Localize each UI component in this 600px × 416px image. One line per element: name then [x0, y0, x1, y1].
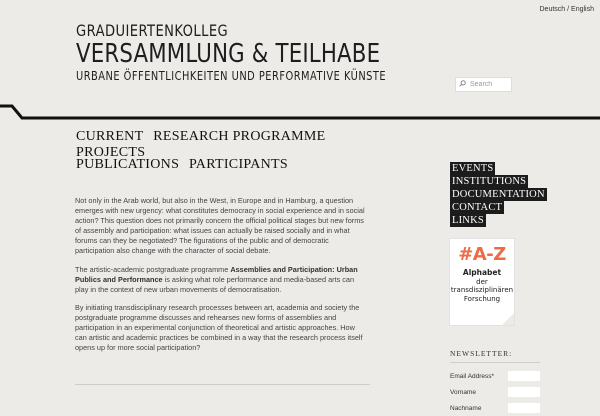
search-box	[455, 77, 512, 92]
email-field[interactable]	[508, 371, 540, 381]
side-menu	[450, 158, 547, 226]
intro-paragraph-3: By initiating transdisciplinary research processes between art, academia and society the postgraduate programme discusses and rehearses new forms of assemblies and participation in an experimental conjunction of theoretical and artistic approaches. How can artistic and academic practices be combined in a way that the research process itself opens up for more social participation?	[75, 302, 363, 353]
newsletter-form	[450, 349, 540, 416]
newsletter-title: NEWSLETTER:	[450, 349, 540, 363]
lastname-label: Nachname	[450, 404, 482, 412]
az-line-4: Forschung	[463, 294, 501, 303]
side-menu-links[interactable]: LINKS	[452, 215, 484, 226]
newsletter-email-row	[450, 368, 540, 384]
logo-line-1: GRADUIERTENKOLLEG	[76, 21, 229, 40]
page-curl-corner	[502, 313, 514, 325]
content-divider	[75, 384, 370, 385]
side-menu-events[interactable]: EVENTS	[452, 163, 494, 174]
lastname-field[interactable]	[508, 403, 540, 413]
language-switch	[540, 6, 595, 13]
nav-publications[interactable]: PUBLICATIONS	[76, 157, 180, 172]
nav-projects[interactable]: PROJECTS	[76, 145, 146, 160]
az-title: #A-Z	[458, 244, 506, 265]
side-menu-contact[interactable]: CONTACT	[452, 202, 503, 213]
alphabet-card[interactable]	[449, 238, 515, 326]
firstname-field[interactable]	[508, 387, 540, 397]
intro-paragraph-2	[75, 265, 367, 295]
email-label: Email Address*	[450, 372, 495, 380]
nav-research-programme[interactable]: RESEARCH PROGRAMME	[153, 129, 326, 144]
nav-participants[interactable]: PARTICIPANTS	[188, 157, 288, 172]
lang-english-link[interactable]: English	[571, 6, 594, 13]
lang-deutsch-link[interactable]: Deutsch	[539, 6, 566, 13]
intro-text	[75, 196, 367, 361]
header-divider	[0, 104, 600, 122]
firstname-label: Vorname	[450, 388, 477, 396]
side-menu-institutions[interactable]: INSTITUTIONS	[452, 176, 527, 187]
main-nav-row-2	[76, 157, 376, 173]
newsletter-firstname-row	[450, 384, 540, 400]
logo-line-2: VERSAMMLUNG & TEILHABE	[76, 39, 381, 69]
az-line-3: transdisziplinären	[450, 286, 514, 294]
logo-line-3: URBANE ÖFFENTLICHKEITEN UND PERFORMATIVE KÜNSTE	[76, 69, 387, 83]
nav-current[interactable]: CURRENT	[76, 129, 144, 144]
p2-text-after: is asking what role performance and media-based arts can play in the context of new urban movements of democratisation.	[75, 274, 355, 294]
programme-title: Assemblies and Participation: Urban Publics and Performance	[75, 264, 358, 284]
site-logo[interactable]	[76, 22, 454, 84]
p2-text-before: The artistic-academic postgraduate programme	[75, 264, 231, 274]
search-input[interactable]	[470, 81, 508, 88]
az-line-2: der	[476, 277, 488, 286]
side-menu-documentation[interactable]: DOCUMENTATION	[452, 189, 545, 200]
newsletter-lastname-row	[450, 400, 540, 416]
search-icon[interactable]	[459, 80, 466, 89]
intro-paragraph-1: Not only in the Arab world, but also in the West, in Europe and in Hamburg, a question emerges with new urgency: what constitutes democracy in social experience and in social action? This question does not primarily concern the official political stages but new forms of assembly and participation: what issues can actually be raised socially and in what forums can they be negotiated? The figurations of the public and of democratic participation also change with the character of social debate.	[75, 196, 365, 256]
az-line-1: Alphabet	[462, 268, 502, 277]
lang-separator: /	[565, 6, 572, 13]
